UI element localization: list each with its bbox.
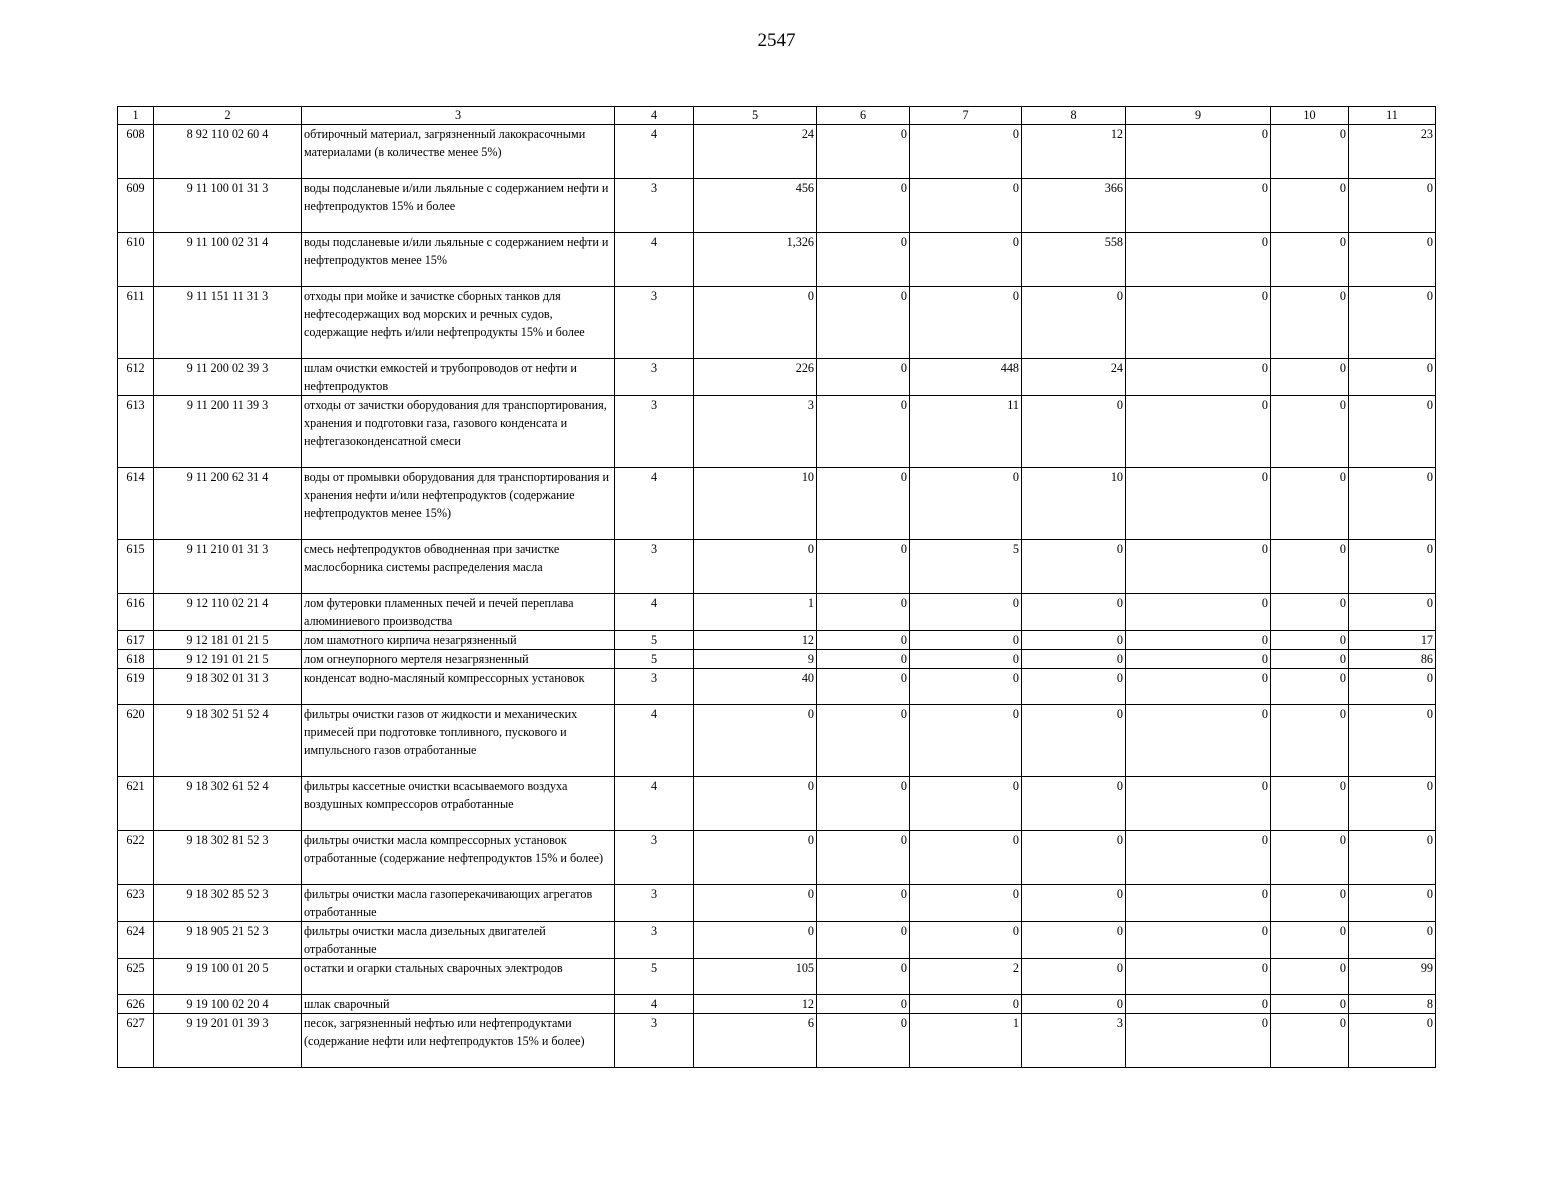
waste-name: отходы при мойке и зачистке сборных танков для нефтесодержащих вод морских и речных судов, содержащие нефть и/или нефтепродукты 15% и более [302,287,615,359]
value-col-8: 0 [1022,922,1126,959]
hazard-class: 3 [615,1014,694,1068]
value-col-11: 0 [1349,922,1436,959]
hazard-class: 3 [615,831,694,885]
value-col-10: 0 [1271,179,1349,233]
value-col-9: 0 [1126,468,1271,540]
hazard-class: 3 [615,540,694,594]
value-col-9: 0 [1126,287,1271,359]
table-row [118,631,1436,650]
value-col-7: 0 [910,777,1022,831]
waste-code: 9 19 100 01 20 5 [154,959,302,995]
waste-name: шлам очистки емкостей и трубопроводов от нефти и нефтепродуктов [302,359,615,396]
value-col-10: 0 [1271,650,1349,669]
value-col-9: 0 [1126,1014,1271,1068]
value-col-8: 10 [1022,468,1126,540]
value-col-9: 0 [1126,179,1271,233]
value-col-8: 0 [1022,287,1126,359]
column-header-9: 9 [1126,107,1271,125]
row-number: 609 [118,179,154,233]
value-col-10: 0 [1271,885,1349,922]
value-col-6: 0 [817,650,910,669]
column-header-5: 5 [694,107,817,125]
value-col-9: 0 [1126,540,1271,594]
row-number: 608 [118,125,154,179]
waste-name: воды подсланевые и/или льяльные с содержанием нефти и нефтепродуктов менее 15% [302,233,615,287]
hazard-class: 3 [615,287,694,359]
value-col-6: 0 [817,396,910,468]
value-col-9: 0 [1126,631,1271,650]
value-col-5: 456 [694,179,817,233]
waste-name: фильтры очистки газов от жидкости и механических примесей при подготовке топливного, пускового и импульсного газов отработанные [302,705,615,777]
value-col-6: 0 [817,995,910,1014]
column-header-10: 10 [1271,107,1349,125]
value-col-7: 0 [910,468,1022,540]
waste-code: 9 12 181 01 21 5 [154,631,302,650]
hazard-class: 3 [615,396,694,468]
value-col-6: 0 [817,922,910,959]
table-row [118,705,1436,777]
value-col-5: 12 [694,995,817,1014]
hazard-class: 4 [615,594,694,631]
value-col-10: 0 [1271,233,1349,287]
waste-name: лом футеровки пламенных печей и печей переплава алюминиевого производства [302,594,615,631]
hazard-class: 4 [615,995,694,1014]
value-col-7: 448 [910,359,1022,396]
value-col-6: 0 [817,287,910,359]
table-row [118,396,1436,468]
table-row [118,125,1436,179]
value-col-5: 10 [694,468,817,540]
value-col-11: 23 [1349,125,1436,179]
value-col-6: 0 [817,125,910,179]
value-col-5: 0 [694,777,817,831]
value-col-11: 0 [1349,468,1436,540]
value-col-9: 0 [1126,359,1271,396]
value-col-7: 0 [910,650,1022,669]
column-header-4: 4 [615,107,694,125]
value-col-10: 0 [1271,396,1349,468]
value-col-7: 0 [910,594,1022,631]
value-col-6: 0 [817,705,910,777]
value-col-8: 0 [1022,777,1126,831]
value-col-10: 0 [1271,540,1349,594]
table-body [118,125,1436,1068]
table-row [118,179,1436,233]
value-col-5: 0 [694,885,817,922]
value-col-10: 0 [1271,1014,1349,1068]
waste-name: фильтры очистки масла компрессорных установок отработанные (содержание нефтепродуктов 15% и более) [302,831,615,885]
waste-code: 9 18 302 61 52 4 [154,777,302,831]
value-col-8: 0 [1022,594,1126,631]
value-col-11: 0 [1349,705,1436,777]
value-col-8: 0 [1022,959,1126,995]
value-col-5: 24 [694,125,817,179]
value-col-9: 0 [1126,650,1271,669]
waste-name: воды от промывки оборудования для транспортирования и хранения нефти и/или нефтепродуктов (содержание нефтепродуктов менее 15%) [302,468,615,540]
row-number: 612 [118,359,154,396]
row-number: 613 [118,396,154,468]
table-row [118,922,1436,959]
value-col-9: 0 [1126,777,1271,831]
value-col-11: 0 [1349,179,1436,233]
value-col-5: 0 [694,705,817,777]
hazard-class: 5 [615,631,694,650]
waste-code: 9 11 210 01 31 3 [154,540,302,594]
waste-code: 9 12 191 01 21 5 [154,650,302,669]
value-col-9: 0 [1126,125,1271,179]
row-number: 626 [118,995,154,1014]
row-number: 611 [118,287,154,359]
waste-table [117,106,1436,1068]
table-row [118,233,1436,287]
value-col-6: 0 [817,468,910,540]
value-col-8: 3 [1022,1014,1126,1068]
value-col-6: 0 [817,669,910,705]
value-col-11: 0 [1349,359,1436,396]
value-col-5: 0 [694,831,817,885]
waste-code: 9 11 200 02 39 3 [154,359,302,396]
table-row [118,995,1436,1014]
hazard-class: 3 [615,359,694,396]
value-col-11: 0 [1349,777,1436,831]
value-col-5: 0 [694,287,817,359]
value-col-10: 0 [1271,287,1349,359]
value-col-7: 1 [910,1014,1022,1068]
hazard-class: 3 [615,885,694,922]
value-col-6: 0 [817,777,910,831]
table-row [118,669,1436,705]
value-col-6: 0 [817,359,910,396]
table-row [118,468,1436,540]
value-col-6: 0 [817,631,910,650]
value-col-5: 105 [694,959,817,995]
value-col-7: 0 [910,179,1022,233]
value-col-5: 0 [694,922,817,959]
value-col-8: 12 [1022,125,1126,179]
value-col-8: 0 [1022,705,1126,777]
page-number: 2547 [757,30,796,51]
value-col-11: 0 [1349,287,1436,359]
value-col-9: 0 [1126,233,1271,287]
column-header-8: 8 [1022,107,1126,125]
row-number: 621 [118,777,154,831]
hazard-class: 4 [615,777,694,831]
value-col-11: 0 [1349,594,1436,631]
value-col-10: 0 [1271,705,1349,777]
value-col-6: 0 [817,959,910,995]
value-col-5: 1 [694,594,817,631]
column-header-7: 7 [910,107,1022,125]
value-col-10: 0 [1271,922,1349,959]
value-col-8: 366 [1022,179,1126,233]
waste-code: 9 11 151 11 31 3 [154,287,302,359]
waste-name: фильтры кассетные очистки всасываемого воздуха воздушных компрессоров отработанные [302,777,615,831]
value-col-7: 2 [910,959,1022,995]
waste-code: 8 92 110 02 60 4 [154,125,302,179]
value-col-9: 0 [1126,885,1271,922]
waste-code: 9 11 100 01 31 3 [154,179,302,233]
table-row [118,287,1436,359]
value-col-10: 0 [1271,959,1349,995]
row-number: 620 [118,705,154,777]
value-col-8: 0 [1022,995,1126,1014]
waste-code: 9 11 200 62 31 4 [154,468,302,540]
column-header-3: 3 [302,107,615,125]
table-row [118,650,1436,669]
hazard-class: 3 [615,922,694,959]
column-header-1: 1 [118,107,154,125]
value-col-8: 24 [1022,359,1126,396]
waste-code: 9 18 302 51 52 4 [154,705,302,777]
row-number: 617 [118,631,154,650]
waste-name: обтирочный материал, загрязненный лакокрасочными материалами (в количестве менее 5%) [302,125,615,179]
value-col-8: 0 [1022,650,1126,669]
table-row [118,540,1436,594]
value-col-7: 0 [910,233,1022,287]
value-col-10: 0 [1271,594,1349,631]
value-col-11: 8 [1349,995,1436,1014]
row-number: 622 [118,831,154,885]
value-col-11: 0 [1349,1014,1436,1068]
hazard-class: 4 [615,468,694,540]
value-col-9: 0 [1126,669,1271,705]
column-header-11: 11 [1349,107,1436,125]
table-row [118,959,1436,995]
value-col-10: 0 [1271,359,1349,396]
value-col-8: 558 [1022,233,1126,287]
value-col-11: 0 [1349,233,1436,287]
waste-code: 9 19 100 02 20 4 [154,995,302,1014]
row-number: 616 [118,594,154,631]
row-number: 623 [118,885,154,922]
value-col-6: 0 [817,594,910,631]
row-number: 619 [118,669,154,705]
waste-name: отходы от зачистки оборудования для транспортирования, хранения и подготовки газа, газового конденсата и нефтегазоконденсатной смеси [302,396,615,468]
value-col-11: 0 [1349,540,1436,594]
value-col-10: 0 [1271,125,1349,179]
value-col-10: 0 [1271,995,1349,1014]
value-col-9: 0 [1126,831,1271,885]
hazard-class: 4 [615,125,694,179]
waste-code: 9 11 100 02 31 4 [154,233,302,287]
value-col-11: 0 [1349,885,1436,922]
column-header-6: 6 [817,107,910,125]
value-col-7: 0 [910,885,1022,922]
row-number: 624 [118,922,154,959]
table-row [118,594,1436,631]
value-col-7: 0 [910,995,1022,1014]
value-col-7: 0 [910,705,1022,777]
waste-name: смесь нефтепродуктов обводненная при зачистке маслосборника системы распределения масла [302,540,615,594]
value-col-7: 0 [910,922,1022,959]
value-col-9: 0 [1126,995,1271,1014]
value-col-10: 0 [1271,669,1349,705]
value-col-8: 0 [1022,669,1126,705]
waste-code: 9 18 302 01 31 3 [154,669,302,705]
value-col-5: 3 [694,396,817,468]
value-col-7: 0 [910,125,1022,179]
value-col-7: 0 [910,831,1022,885]
value-col-8: 0 [1022,885,1126,922]
waste-code: 9 18 905 21 52 3 [154,922,302,959]
hazard-class: 5 [615,959,694,995]
value-col-9: 0 [1126,959,1271,995]
waste-code: 9 18 302 81 52 3 [154,831,302,885]
value-col-6: 0 [817,540,910,594]
waste-name: шлак сварочный [302,995,615,1014]
value-col-10: 0 [1271,631,1349,650]
waste-name: конденсат водно-масляный компрессорных установок [302,669,615,705]
value-col-7: 0 [910,669,1022,705]
value-col-9: 0 [1126,594,1271,631]
row-number: 615 [118,540,154,594]
value-col-11: 17 [1349,631,1436,650]
value-col-8: 0 [1022,540,1126,594]
waste-code: 9 19 201 01 39 3 [154,1014,302,1068]
waste-code: 9 18 302 85 52 3 [154,885,302,922]
value-col-5: 0 [694,540,817,594]
value-col-6: 0 [817,1014,910,1068]
row-number: 627 [118,1014,154,1068]
hazard-class: 4 [615,233,694,287]
waste-name: воды подсланевые и/или льяльные с содержанием нефти и нефтепродуктов 15% и более [302,179,615,233]
hazard-class: 3 [615,179,694,233]
row-number: 614 [118,468,154,540]
value-col-5: 1,326 [694,233,817,287]
hazard-class: 3 [615,669,694,705]
value-col-7: 0 [910,631,1022,650]
value-col-6: 0 [817,831,910,885]
table-row [118,777,1436,831]
value-col-10: 0 [1271,468,1349,540]
waste-name: остатки и огарки стальных сварочных электродов [302,959,615,995]
value-col-8: 0 [1022,831,1126,885]
table-row [118,359,1436,396]
table-row [118,1014,1436,1068]
table-row [118,831,1436,885]
value-col-7: 5 [910,540,1022,594]
value-col-11: 99 [1349,959,1436,995]
value-col-5: 226 [694,359,817,396]
value-col-9: 0 [1126,396,1271,468]
value-col-8: 0 [1022,396,1126,468]
waste-name: фильтры очистки масла дизельных двигателей отработанные [302,922,615,959]
value-col-10: 0 [1271,831,1349,885]
column-header-2: 2 [154,107,302,125]
waste-code: 9 12 110 02 21 4 [154,594,302,631]
waste-code: 9 11 200 11 39 3 [154,396,302,468]
value-col-5: 40 [694,669,817,705]
value-col-11: 0 [1349,669,1436,705]
hazard-class: 5 [615,650,694,669]
waste-name: фильтры очистки масла газоперекачивающих агрегатов отработанные [302,885,615,922]
value-col-9: 0 [1126,922,1271,959]
value-col-5: 12 [694,631,817,650]
value-col-5: 9 [694,650,817,669]
value-col-9: 0 [1126,705,1271,777]
hazard-class: 4 [615,705,694,777]
value-col-11: 0 [1349,831,1436,885]
waste-name: лом шамотного кирпича незагрязненный [302,631,615,650]
value-col-8: 0 [1022,631,1126,650]
value-col-11: 86 [1349,650,1436,669]
waste-name: песок, загрязненный нефтью или нефтепродуктами (содержание нефти или нефтепродуктов 15% и более) [302,1014,615,1068]
value-col-6: 0 [817,233,910,287]
value-col-6: 0 [817,885,910,922]
value-col-11: 0 [1349,396,1436,468]
value-col-10: 0 [1271,777,1349,831]
table-row [118,885,1436,922]
row-number: 618 [118,650,154,669]
value-col-7: 0 [910,287,1022,359]
row-number: 610 [118,233,154,287]
value-col-5: 6 [694,1014,817,1068]
value-col-6: 0 [817,179,910,233]
row-number: 625 [118,959,154,995]
table-header-row [118,107,1436,125]
value-col-7: 11 [910,396,1022,468]
waste-name: лом огнеупорного мертеля незагрязненный [302,650,615,669]
